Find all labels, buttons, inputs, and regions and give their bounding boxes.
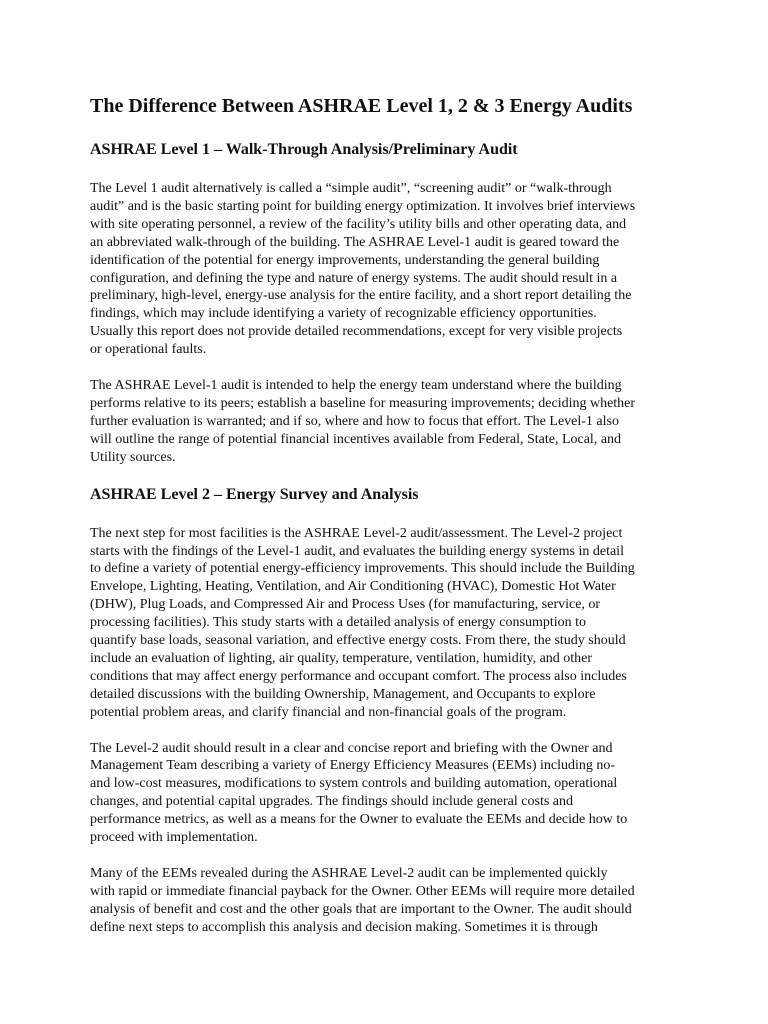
text-line: The Level-2 audit should result in a clear and concise report and briefing with the Owner and [90, 740, 613, 756]
text-line: will outline the range of potential financial incentives available from Federal, State, Local, and [90, 431, 622, 447]
document-title: The Difference Between ASHRAE Level 1, 2 & 3 Energy Audits [90, 95, 633, 117]
paragraph [90, 865, 690, 937]
text-line: preliminary, high-level, energy-use analysis for the entire facility, and a short report detailing the [90, 288, 632, 304]
text-line: to define a variety of potential energy-efficiency improvements. This should include the Building [90, 561, 635, 577]
text-line: changes, and potential capital upgrades. The findings should include general costs and [90, 794, 573, 810]
text-line: define next steps to accomplish this analysis and decision making. Sometimes it is through [90, 919, 598, 935]
text-line: identification of the potential for energy improvements, understanding the general building [90, 252, 600, 268]
text-line: findings, which may include identifying a variety of recognizable efficiency opportunities. [90, 306, 597, 322]
text-line: audit” and is the basic starting point for building energy optimization. It involves brief interviews [90, 198, 636, 214]
text-line: performs relative to its peers; establish a baseline for measuring improvements; deciding whether [90, 395, 636, 411]
document-page [90, 94, 690, 955]
text-line: performance metrics, as well as a means for the Owner to evaluate the EEMs and decide how to [90, 812, 628, 828]
paragraph [90, 377, 690, 467]
text-line: (DHW), Plug Loads, and Compressed Air and Process Uses (for manufacturing, service, or [90, 597, 601, 613]
text-line: or operational faults. [90, 342, 207, 358]
text-line: The Level 1 audit alternatively is called a “simple audit”, “screening audit” or “walk-through [90, 181, 612, 196]
section-heading-level-2: ASHRAE Level 2 – Energy Survey and Analysis [90, 485, 419, 503]
text-line: The ASHRAE Level-1 audit is intended to help the energy team understand where the building [90, 378, 622, 394]
text-line: include an evaluation of lighting, air quality, temperature, ventilation, humidity, and other [90, 650, 593, 666]
text-line: configuration, and defining the type and nature of energy systems. The audit should result in a [90, 270, 618, 286]
section-heading-level-1: ASHRAE Level 1 – Walk-Through Analysis/Preliminary Audit [90, 141, 518, 158]
text-line: further evaluation is warranted; and if so, where and how to focus that effort. The Level-1 also [90, 413, 619, 429]
text-line: Envelope, Lighting, Heating, Ventilation, and Air Conditioning (HVAC), Domestic Hot Water [90, 579, 616, 595]
text-line: Utility sources. [90, 449, 176, 465]
paragraph [90, 180, 690, 359]
text-line: Many of the EEMs revealed during the ASHRAE Level-2 audit can be implemented quickly [90, 866, 608, 881]
text-line: with rapid or immediate financial payback for the Owner. Other EEMs will require more detailed [90, 883, 635, 899]
text-line: Usually this report does not provide detailed recommendations, except for very visible projects [90, 324, 623, 340]
text-line: analysis of benefit and cost and the other goals that are important to the Owner. The audit should [90, 901, 632, 917]
text-line: and low-cost measures, modifications to system controls and building automation, operational [90, 776, 618, 792]
text-line: The next step for most facilities is the ASHRAE Level-2 audit/assessment. The Level-2 project [90, 525, 623, 541]
text-line: conditions that may affect energy performance and occupant comfort. The process also includes [90, 668, 627, 684]
text-line: starts with the findings of the Level-1 audit, and evaluates the building energy systems in detail [90, 543, 624, 559]
paragraph [90, 740, 690, 847]
text-line: Management Team describing a variety of Energy Efficiency Measures (EEMs) including no- [90, 758, 616, 774]
paragraph [90, 525, 690, 722]
text-line: an abbreviated walk-through of the building. The ASHRAE Level-1 audit is geared toward the [90, 234, 620, 250]
text-line: with site operating personnel, a review of the facility’s utility bills and other operating data, and [90, 216, 627, 232]
text-line: processing facilities). This study starts with a detailed analysis of energy consumption to [90, 615, 587, 631]
text-line: detailed discussions with the building Ownership, Management, and Occupants to explore [90, 686, 596, 702]
text-line: potential problem areas, and clarify financial and non-financial goals of the program. [90, 704, 567, 720]
text-line: quantify base loads, seasonal variation, and effective energy costs. From there, the study should [90, 633, 626, 649]
text-line: proceed with implementation. [90, 830, 258, 846]
